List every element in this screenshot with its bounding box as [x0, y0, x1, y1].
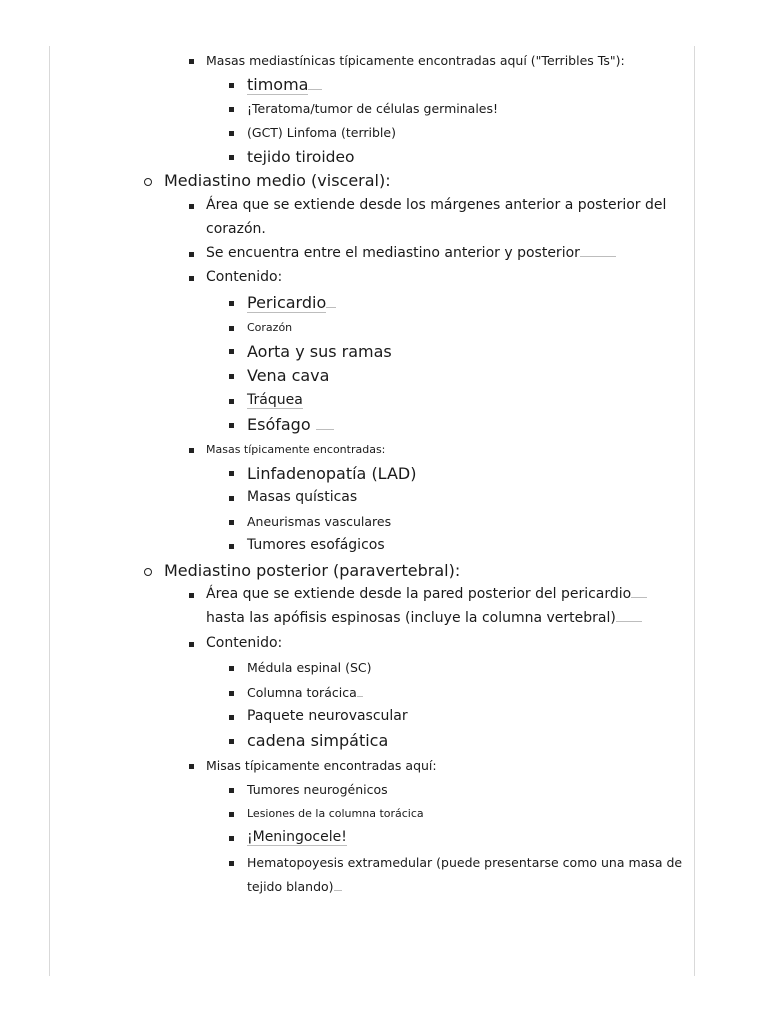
- square-bullet-icon: [189, 276, 194, 281]
- square-bullet-icon: [229, 83, 234, 88]
- list-item: timoma: [247, 75, 322, 94]
- circle-bullet-icon: [144, 178, 152, 186]
- square-bullet-icon: [229, 715, 234, 720]
- list-item: Aorta y sus ramas: [247, 342, 392, 361]
- square-bullet-icon: [229, 836, 234, 841]
- square-bullet-icon: [229, 131, 234, 136]
- square-bullet-icon: [229, 812, 234, 817]
- list-item: ¡Meningocele!: [247, 829, 347, 845]
- list-item: (GCT) Linfoma (terrible): [247, 125, 396, 140]
- square-bullet-icon: [229, 349, 234, 354]
- list-item: Tumores neurogénicos: [247, 782, 388, 797]
- square-bullet-icon: [189, 252, 194, 257]
- list-item-continuation: hasta las apófisis espinosas (incluye la columna vertebral): [206, 610, 642, 626]
- list-item: Esófago: [247, 415, 334, 434]
- page-right-border: [694, 46, 695, 976]
- list-item-continuation: tejido blando): [247, 879, 342, 894]
- square-bullet-icon: [229, 423, 234, 428]
- list-item: Lesiones de la columna torácica: [247, 807, 424, 820]
- list-item: Tráquea: [247, 392, 303, 408]
- square-bullet-icon: [189, 642, 194, 647]
- square-bullet-icon: [229, 301, 234, 306]
- square-bullet-icon: [189, 448, 194, 453]
- square-bullet-icon: [189, 764, 194, 769]
- list-item: Contenido:: [206, 635, 283, 651]
- square-bullet-icon: [189, 59, 194, 64]
- list-item: Columna torácica: [247, 685, 363, 700]
- list-item: Misas típicamente encontradas aquí:: [206, 758, 437, 773]
- list-item: ¡Teratoma/tumor de células germinales!: [247, 101, 499, 116]
- square-bullet-icon: [229, 471, 234, 476]
- list-item-continuation: corazón.: [206, 221, 266, 237]
- list-item: Masas típicamente encontradas:: [206, 443, 386, 456]
- list-item: Paquete neurovascular: [247, 708, 408, 724]
- square-bullet-icon: [189, 593, 194, 598]
- page-left-border: [49, 46, 50, 976]
- list-item: tejido tiroideo: [247, 148, 355, 166]
- square-bullet-icon: [189, 204, 194, 209]
- list-item: Médula espinal (SC): [247, 660, 372, 675]
- list-item: Aneurismas vasculares: [247, 514, 392, 529]
- square-bullet-icon: [229, 788, 234, 793]
- list-item: Pericardio: [247, 293, 336, 312]
- list-item: Área que se extiende desde la pared posterior del pericardio: [206, 586, 647, 602]
- square-bullet-icon: [229, 666, 234, 671]
- circle-bullet-icon: [144, 568, 152, 576]
- square-bullet-icon: [229, 739, 234, 744]
- section-heading-middle: Mediastino medio (visceral):: [164, 171, 391, 190]
- list-item: Linfadenopatía (LAD): [247, 464, 417, 483]
- list-item: Contenido:: [206, 269, 283, 285]
- list-item: Hematopoyesis extramedular (puede presentarse como una masa de: [247, 855, 683, 870]
- square-bullet-icon: [229, 496, 234, 501]
- square-bullet-icon: [229, 326, 234, 331]
- list-item: Vena cava: [247, 366, 330, 385]
- list-item: Masas quísticas: [247, 489, 358, 505]
- section-heading-posterior: Mediastino posterior (paravertebral):: [164, 561, 461, 580]
- list-item: cadena simpática: [247, 731, 389, 750]
- square-bullet-icon: [229, 861, 234, 866]
- square-bullet-icon: [229, 155, 234, 160]
- list-item: Tumores esofágicos: [247, 537, 385, 553]
- list-item: Se encuentra entre el mediastino anterior y posterior: [206, 245, 616, 261]
- square-bullet-icon: [229, 374, 234, 379]
- square-bullet-icon: [229, 691, 234, 696]
- square-bullet-icon: [229, 544, 234, 549]
- square-bullet-icon: [229, 107, 234, 112]
- list-item: Área que se extiende desde los márgenes anterior a posterior del: [206, 197, 667, 213]
- list-item: Masas mediastínicas típicamente encontradas aquí ("Terribles Ts"):: [206, 53, 625, 68]
- square-bullet-icon: [229, 399, 234, 404]
- square-bullet-icon: [229, 520, 234, 525]
- list-item: Corazón: [247, 321, 293, 334]
